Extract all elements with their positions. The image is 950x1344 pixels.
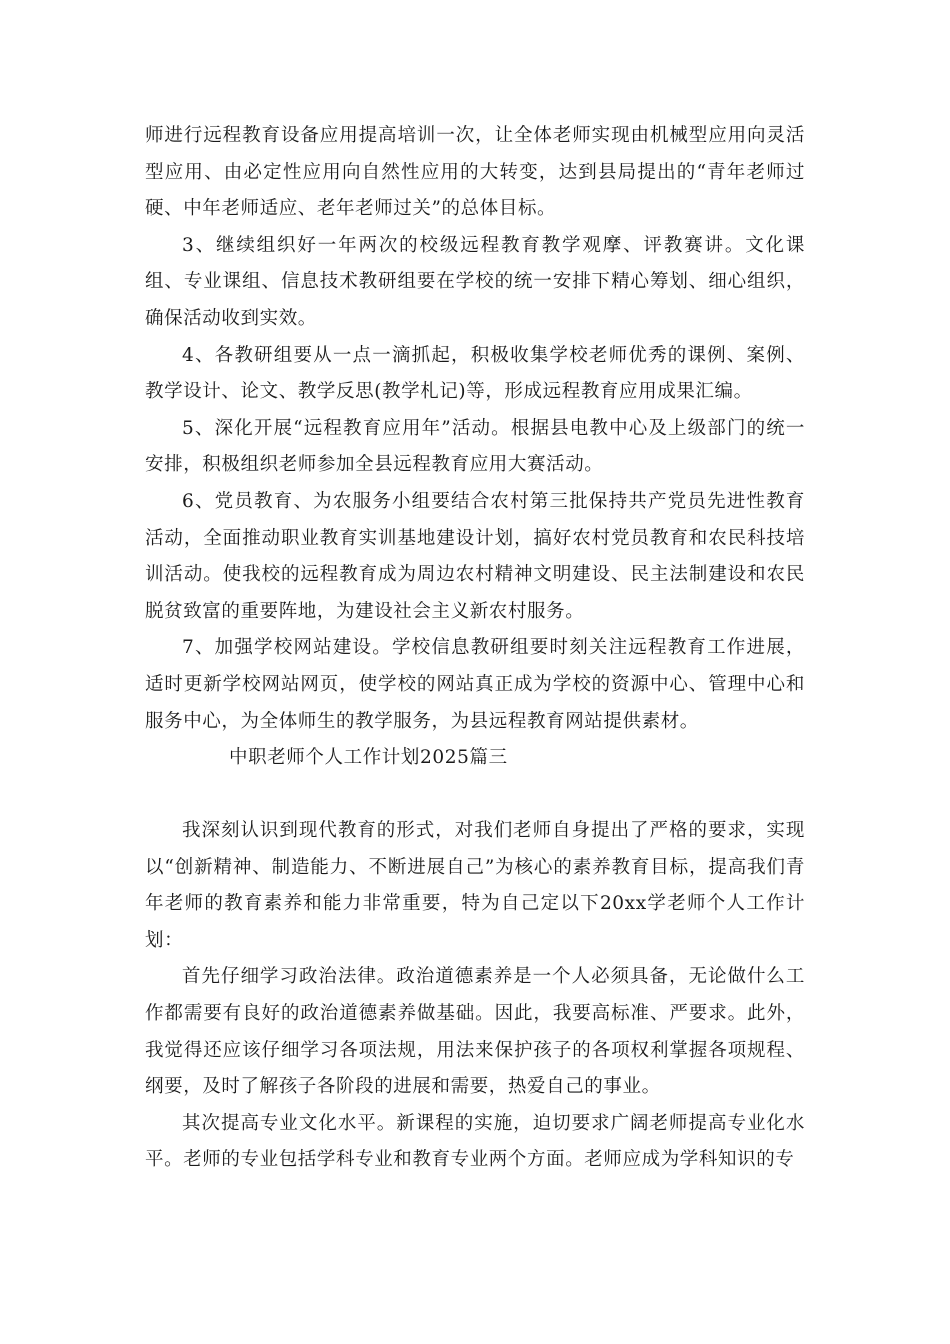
paragraph-continuation: 师进行远程教育设备应用提高培训一次，让全体老师实现由机械型应用向灵活型应用、由必定性应用向自然性应用的大转变，达到县局提出的“青年老师过硬、中年老师适应、老年老师过关”的总体目标。 <box>145 125 805 220</box>
paragraph-politics-law: 首先仔细学习政治法律。政治道德素养是一个人必须具备，无论做什么工作都需要有良好的政治道德素养做基础。因此，我要高标准、严要求。此外，我觉得还应该仔细学习各项法规，用法来保护孩子的各项权利掌握各项规程、纲要，及时了解孩子各阶段的进展和需要，热爱自己的事业。 <box>145 966 805 1098</box>
paragraph-intro: 我深刻认识到现代教育的形式，对我们老师自身提出了严格的要求，实现以“创新精神、制造能力、不断进展自己”为核心的素养教育目标，提高我们青年老师的教育素养和能力非常重要，特为自己定以下20xx学老师个人工作计划： <box>145 820 805 951</box>
section-heading: 中职老师个人工作计划2025篇三 <box>229 747 508 769</box>
paragraph-item-6: 6、党员教育、为农服务小组要结合农村第三批保持共产党员先进性教育活动，全面推动职业教育实训基地建设计划，搞好农村党员教育和农民科技培训活动。使我校的远程教育成为周边农村精神文明建设、民主法制建设和农民脱贫致富的重要阵地，为建设社会主义新农村服务。 <box>145 490 805 622</box>
paragraph-item-7: 7、加强学校网站建设。学校信息教研组要时刻关注远程教育工作进展，适时更新学校网站网页，使学校的网站真正成为学校的资源中心、管理中心和服务中心，为全体师生的教学服务，为县远程教育网站提供素材。 <box>145 637 805 732</box>
paragraph-item-5: 5、深化开展“远程教育应用年”活动。根据县电教中心及上级部门的统一安排，积极组织老师参加全县远程教育应用大赛活动。 <box>145 417 805 476</box>
document-body <box>145 118 805 1179</box>
paragraph-professional-level: 其次提高专业文化水平。新课程的实施，迫切要求广阔老师提高专业化水平。老师的专业包括学科专业和教育专业两个方面。老师应成为学科知识的专 <box>145 1112 805 1171</box>
paragraph-item-3: 3、继续组织好一年两次的校级远程教育教学观摩、评教赛讲。文化课组、专业课组、信息技术教研组要在学校的统一安排下精心筹划、细心组织，确保活动收到实效。 <box>145 234 805 329</box>
paragraph-item-4: 4、各教研组要从一点一滴抓起，积极收集学校老师优秀的课例、案例、教学设计、论文、教学反思(教学札记)等，形成远程教育应用成果汇编。 <box>145 344 805 403</box>
